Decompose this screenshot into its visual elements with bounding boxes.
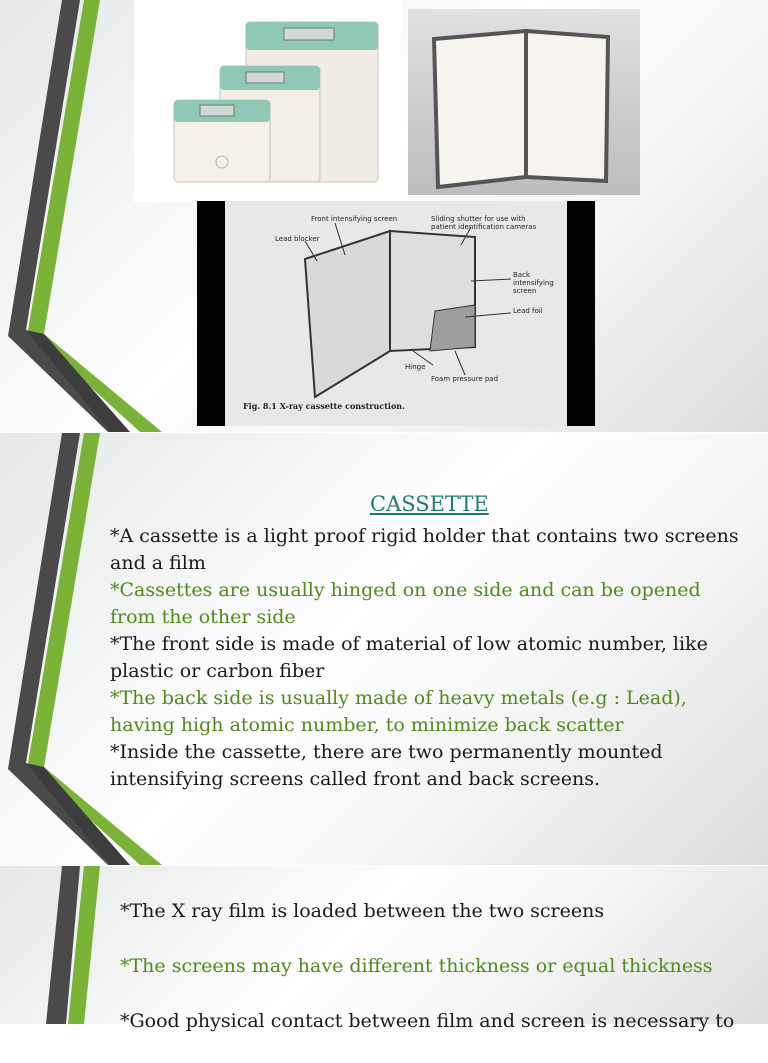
screen-notes [120, 898, 760, 1063]
diagram-label-back: Back intensifying screen [513, 271, 554, 295]
paragraph-1: *The X ray film is loaded between the two screens [120, 900, 605, 922]
cassette-construction-diagram [197, 201, 595, 426]
diagram-label-hinge: Hinge [405, 363, 426, 371]
paragraph-2: *Cassettes are usually hinged on one side and can be opened from the other side [110, 579, 701, 628]
diagram-label-front: Front intensifying screen [311, 215, 398, 223]
paragraph-2: *The screens may have different thickness or equal thickness [120, 955, 713, 977]
slide-1 [0, 0, 768, 432]
diagram-label-lead-foil: Lead foil [513, 307, 543, 315]
open-cassette-photo [408, 9, 640, 195]
slide-title: CASSETTE [370, 492, 489, 516]
paragraph-5: *Inside the cassette, there are two permanently mounted intensifying screens called front and back screens. [110, 741, 663, 790]
diagram-label-shutter: Sliding shutter for use with patient identification cameras [431, 215, 537, 231]
diagram-label-lead-blocker: Lead blocker [275, 235, 320, 243]
paragraph-1: *A cassette is a light proof rigid holder that contains two screens and a film [110, 525, 739, 574]
cassettes-photo [134, 0, 401, 202]
diagram-caption: Fig. 8.1 X-ray cassette construction. [243, 401, 405, 411]
paragraph-3: *Good physical contact between film and screen is necessary to [120, 1010, 735, 1032]
paragraph-4: *The back side is usually made of heavy metals (e.g : Lead), having high atomic number, to minimize back scatter [110, 687, 687, 736]
paragraph-3: *The front side is made of material of low atomic number, like plastic or carbon fiber [110, 633, 708, 682]
cassette-description [110, 523, 750, 793]
diagram-label-foam: Foam pressure pad [431, 375, 499, 383]
